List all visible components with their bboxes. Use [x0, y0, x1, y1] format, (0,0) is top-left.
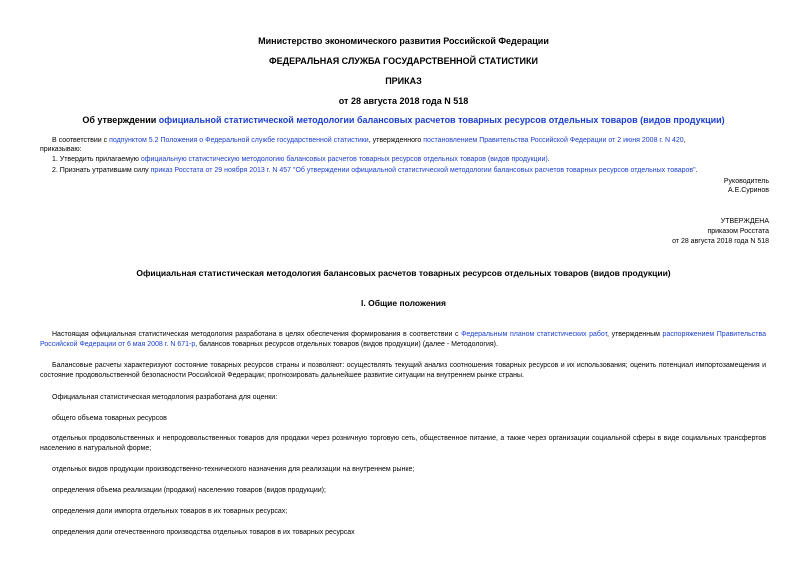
preamble-line-1 — [52, 136, 686, 145]
preamble-text: , — [683, 137, 686, 144]
approval-line-2: приказом Росстата — [707, 228, 769, 235]
signature-name: А.Е.Суринов — [728, 187, 769, 194]
methodology-title: Официальная статистическая методология балансовых расчетов товарных ресурсов отдельных товаров (видов продукции) — [136, 268, 671, 278]
item-text: . — [695, 167, 698, 174]
item-text: . — [547, 156, 550, 163]
section-1-paragraph-8: определения доли импорта отдельных товаров в их товарных ресурсах; — [52, 508, 288, 515]
order-title — [0, 115, 807, 125]
preamble-order-word: приказываю: — [40, 146, 82, 153]
item-text: 2. Признать утратившим силу — [52, 167, 151, 174]
order-title-link[interactable]: официальной статистической методологии балансовых расчетов товарных ресурсов отдельных товаров (видов продукции) — [158, 115, 725, 125]
section-1-paragraph-6: отдельных видов продукции производственно-технического назначения для реализации на внутреннем рынке; — [52, 466, 415, 473]
section-1-paragraph-4: общего объема товарных ресурсов — [52, 415, 167, 422]
government-order-link[interactable]: распоряжением Правительства Российской Федерации от 6 мая 2008 г. N 671-р — [40, 331, 766, 348]
government-decree-link[interactable]: постановлением Правительства Российской Федерации от 2 июня 2008 г. N 420 — [423, 137, 684, 144]
order-item-1 — [52, 155, 550, 164]
federal-plan-link[interactable]: Федеральным планом статистических работ — [461, 331, 608, 338]
regulation-link[interactable]: подпунктом 5.2 Положения о Федеральной службе государственной статистики — [109, 137, 369, 144]
order-item-2 — [52, 166, 698, 175]
preamble-text: , утвержденного — [368, 137, 424, 144]
previous-order-link[interactable]: приказ Росстата от 29 ноября 2013 г. N 457 "Об утверждении официальной статистической методологии балансовых расчетов товарных ресурсов отдельных товаров" — [150, 167, 696, 174]
preamble-text: В соответствии с — [52, 137, 110, 144]
ministry-heading: Министерство экономического развития Российской Федерации — [258, 36, 549, 46]
methodology-link[interactable]: официальную статистическую методологию балансовых расчетов товарных ресурсов отдельных товаров (видов продукции) — [140, 156, 548, 163]
paragraph-text: Настоящая официальная статистическая методология разработана в целях обеспечения формирования в соответствии с — [52, 331, 462, 338]
section-1-paragraph-1 — [40, 330, 766, 349]
doc-type-heading: ПРИКАЗ — [385, 76, 422, 86]
order-title-prefix: Об утверждении — [82, 115, 159, 125]
item-text: 1. Утвердить прилагаемую — [52, 156, 141, 163]
section-1-paragraph-9: определения доли отечественного производства отдельных товаров в их товарных ресурсах — [52, 529, 355, 536]
paragraph-text: , балансов товарных ресурсов отдельных товаров (видов продукции) (далее - Методология). — [195, 340, 498, 348]
approval-line-1: УТВЕРЖДЕНА — [720, 218, 769, 225]
service-heading: ФЕДЕРАЛЬНАЯ СЛУЖБА ГОСУДАРСТВЕННОЙ СТАТИСТИКИ — [269, 56, 538, 66]
section-1-paragraph-5: отдельных продовольственных и непродовольственных товаров для продажи через розничную торговую сеть, общественное питание, а также через организации социальной сферы в виде социальных трансфертов населению в натуральной форме; — [40, 435, 766, 452]
order-date-number: от 28 августа 2018 года N 518 — [338, 96, 469, 106]
paragraph-text: , утвержденным — [607, 331, 663, 338]
section-1-title: I. Общие положения — [361, 298, 446, 308]
approval-line-3: от 28 августа 2018 года N 518 — [672, 238, 769, 245]
section-1-paragraph-7: определения объема реализации (продажи) населению товаров (видов продукции); — [52, 487, 326, 494]
section-1-paragraph-3: Официальная статистическая методология разработана для оценки: — [52, 394, 278, 401]
signature-role: Руководитель — [723, 178, 769, 185]
section-1-paragraph-2: Балансовые расчеты характеризуют состояние товарных ресурсов страны и позволяют: осуществлять текущий анализ соотношения товарных ресурсов и их использования; оценить потенциал импортозамещения и состояние продовольственной безопасности Российской Федерации; прогнозировать дальнейшее развитие ситуации на внутреннем рынке страны. — [40, 362, 766, 379]
